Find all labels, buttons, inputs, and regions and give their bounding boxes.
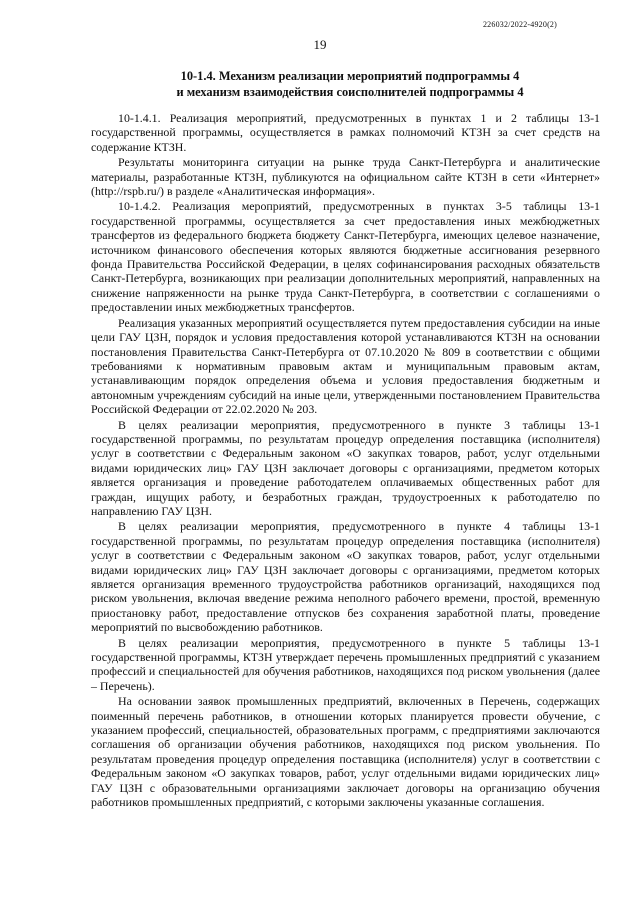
section-title-line-2: и механизм взаимодействия соисполнителей подпрограммы 4 [176,85,524,99]
page-number: 19 [313,37,327,52]
section-title [100,68,600,100]
paragraph-monitoring-results: Результаты мониторинга ситуации на рынке труда Санкт-Петербурга и аналитические материалы, разработанные КТЗН, публикуются на официальном сайте КТЗН в сети «Интернет» (http://rspb.ru/) в разделе «Аналитическая информация». [91,155,600,199]
paragraph-10-1-4-1: 10-1.4.1. Реализация мероприятий, предусмотренных в пунктах 1 и 2 таблицы 13-1 государственной программы, осуществляется в рамках полномочий КТЗН за счет средств на содержание КТЗН. [91,111,600,154]
document-number: 226032/2022-4920(2) [482,20,557,29]
paragraph-item-5: В целях реализации мероприятия, предусмотренного в пункте 5 таблицы 13-1 государственной программы, КТЗН утверждает перечень промышленных предприятий с указанием профессий и специальностей для обучения работников, находящихся под риском увольнения (далее – Перечень). [91,635,600,693]
paragraph-enterprise-applications: На основании заявок промышленных предприятий, включенных в Перечень, содержащих поименный перечень работников, в отношении которых планируется провести обучение, с указанием профессий, специальностей, образовательных программ, с предприятиями заключаются соглашения об организации обучения работников, находящихся под риском увольнения. По результатам проведения процедур определения поставщика (исполнителя) услуг в соответствии с Федеральным законом «О закупках товаров, работ, услуг отдельными видами юридических лиц» ГАУ ЦЗН с образовательными организациями заключает договоры на организацию обучения работников промышленных предприятий, с которыми заключены указанные соглашения. [91,694,600,810]
paragraph-10-1-4-2: 10-1.4.2. Реализация мероприятий, предусмотренных в пунктах 3-5 таблицы 13-1 государственной программы, осуществляется за счет предоставления иных межбюджетных трансфертов из федерального бюджета бюджету Санкт-Петербурга, имеющих целевое назначение, источником финансового обеспечения которых являются бюджетные ассигнования резервного фонда Правительства Российской Федерации, в целях софинансирования расходных обязательств Санкт-Петербурга, возникающих при реализации дополнительных мероприятий, направленных на снижение напряженности на рынке труда Санкт-Петербурга, в соответствии с соглашениями о предоставлении иных межбюджетных трансфертов. [91,199,600,315]
paragraph-subsidy-provision: Реализация указанных мероприятий осуществляется путем предоставления субсидии на иные цели ГАУ ЦЗН, порядок и условия предоставления которой устанавливаются КТЗН на основании постановления Правительства Санкт-Петербурга от 07.10.2020 № 809 в соответствии с общими требованиями к нормативным правовым актам и муниципальным правовым актам, устанавливающим порядок определения объема и условия предоставления бюджетным и автономным учреждениям субсидий на иные цели, утвержденными постановлением Правительства Российской Федерации от 22.02.2020 № 203. [91,315,600,417]
paragraph-item-4: В целях реализации мероприятия, предусмотренного в пункте 4 таблицы 13-1 государственной программы, по результатам процедур определения поставщика (исполнителя) услуг в соответствии с Федеральным законом «О закупках товаров, работ, услуг отдельными видами юридических лиц» ГАУ ЦЗН заключает договоры с организациями, предметом которых является организация временного трудоустройства работников организаций, находящихся под риском увольнения, включая введение режима неполного рабочего времени, простой, временную приостановку работ, предоставление отпусков без сохранения заработной платы, проведение мероприятий по высвобождению работников. [91,519,600,635]
paragraph-item-3: В целях реализации мероприятия, предусмотренного в пункте 3 таблицы 13-1 государственной программы, по результатам процедур определения поставщика (исполнителя) услуг в соответствии с Федеральным законом «О закупках товаров, работ, услуг отдельными видами юридических лиц» ГАУ ЦЗН заключает договоры с организациями, предметом которых является организация и проведение работодателем оплачиваемых общественных работ для граждан, ищущих работу, и безработных граждан, трудоустроенных к работодателю по направлению ГАУ ЦЗН. [91,417,600,518]
document-body [91,111,600,811]
section-title-line-1: 10-1.4. Механизм реализации мероприятий подпрограммы 4 [180,69,520,83]
